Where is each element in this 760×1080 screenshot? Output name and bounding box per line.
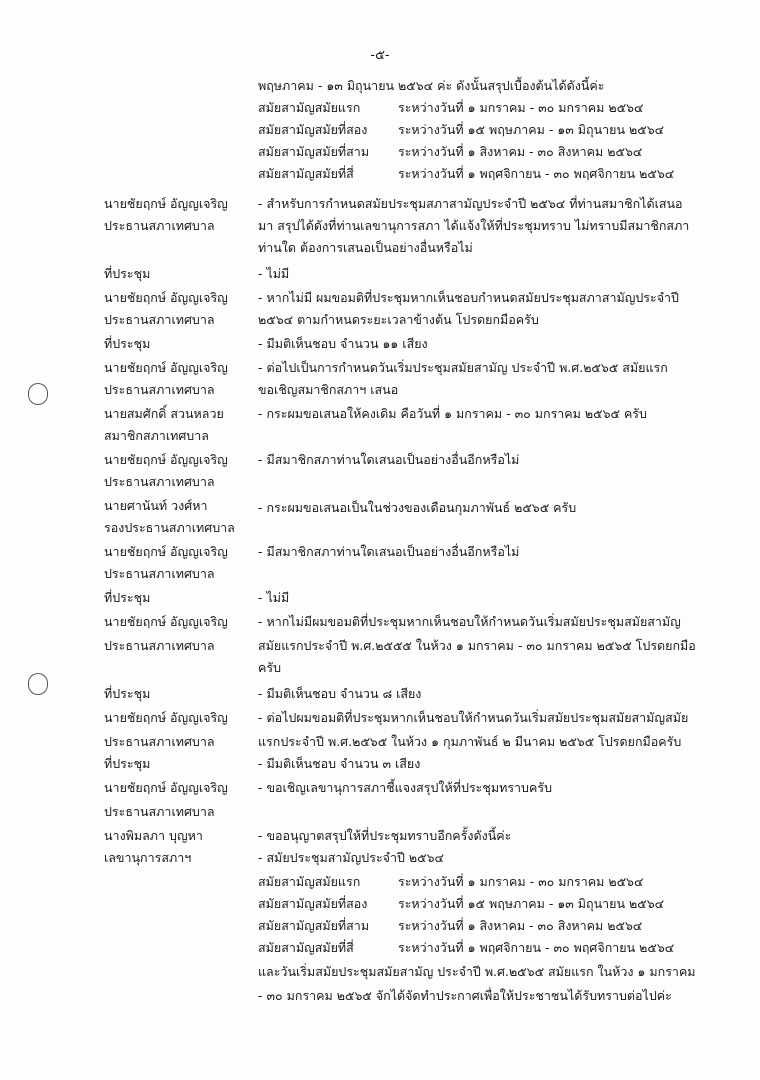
session-date-range: ระหว่างวันที่ ๑ พฤศจิกายน - ๓๐ พฤศจิกายน ๒๕๖๔ <box>398 940 675 955</box>
minutes-text-line: พฤษภาคม - ๑๓ มิถุนายน ๒๕๖๔ ค่ะ ดังนั้นสรุปเบื้องต้นได้ดังนี้ค่ะ <box>258 78 605 93</box>
minutes-text-line: - กระผมขอเสนอเป็นในช่วงของเดือนกุมภาพันธ์ ๒๕๖๕ ครับ <box>258 500 577 515</box>
session-name: สมัยสามัญสมัยแรก <box>258 874 361 889</box>
session-name: สมัยสามัญสมัยที่สอง <box>258 896 368 911</box>
punch-hole-mark <box>28 394 48 405</box>
speaker-label: ประธานสภาเทศบาล <box>104 382 215 397</box>
punch-hole-mark <box>28 383 48 394</box>
session-name: สมัยสามัญสมัยที่สี่ <box>258 940 354 955</box>
speaker-label: ประธานสภาเทศบาล <box>104 312 215 327</box>
session-date-range: ระหว่างวันที่ ๑ มกราคม - ๓๐ มกราคม ๒๕๖๔ <box>398 874 644 889</box>
session-date-range: ระหว่างวันที่ ๑ พฤศจิกายน - ๓๐ พฤศจิกายน ๒๕๖๔ <box>398 166 675 181</box>
speaker-label: ประธานสภาเทศบาล <box>104 804 215 819</box>
speaker-label: นายชัยฤกษ์ อัญญเจริญ <box>104 452 228 467</box>
minutes-text-line: และวันเริ่มสมัยประชุมสมัยสามัญ ประจำปี พ.ศ.๒๕๖๕ สมัยแรก ในห้วง ๑ มกราคม <box>258 964 696 979</box>
speaker-label: ที่ประชุม <box>104 336 151 351</box>
session-date-range: ระหว่างวันที่ ๑ สิงหาคม - ๓๐ สิงหาคม ๒๕๖๔ <box>398 144 643 159</box>
minutes-text-line: มา สรุปได้ดังที่ท่านเลขานุการสภา ได้แจ้งให้ที่ประชุมทราบ ไม่ทราบมีสมาชิกสภา <box>258 218 690 233</box>
minutes-text-line: - มีสมาชิกสภาท่านใดเสนอเป็นอย่างอื่นอีกหรือไม่ <box>258 544 520 559</box>
minutes-text-line: - มีมติเห็นชอบ จำนวน ๑๑ เสียง <box>258 336 428 351</box>
page-number: -๕- <box>370 48 390 63</box>
speaker-label: ประธานสภาเทศบาล <box>104 474 215 489</box>
session-name: สมัยสามัญสมัยที่สาม <box>258 918 370 933</box>
minutes-text-line: ๒๕๖๔ ตามกำหนดระยะเวลาข้างต้น โปรดยกมือครับ <box>258 312 539 327</box>
minutes-text-line: - สมัยประชุมสามัญประจำปี ๒๕๖๔ <box>258 850 445 865</box>
speaker-label: ประธานสภาเทศบาล <box>104 638 215 653</box>
speaker-label: ประธานสภาเทศบาล <box>104 734 215 749</box>
minutes-text-line: ท่านใด ต้องการเสนอเป็นอย่างอื่นหรือไม่ <box>258 240 473 255</box>
minutes-text-line: - ขอเชิญเลขานุการสภาชี้แจงสรุปให้ที่ประชุมทราบครับ <box>258 780 553 795</box>
session-date-range: ระหว่างวันที่ ๑ มกราคม - ๓๐ มกราคม ๒๕๖๔ <box>398 100 644 115</box>
speaker-label: นายชัยฤกษ์ อัญญเจริญ <box>104 710 228 725</box>
speaker-label: สมาชิกสภาเทศบาล <box>104 428 209 443</box>
minutes-text-line: - ต่อไปผมขอมติที่ประชุมหากเห็นชอบให้กำหนดวันเริ่มสมัยประชุมสมัยสามัญสมัย <box>258 710 689 725</box>
minutes-text-line: - หากไม่มี ผมขอมติที่ประชุมหากเห็นชอบกำหนดสมัยประชุมสภาสามัญประจำปี <box>258 290 679 305</box>
speaker-label: นายชัยฤกษ์ อัญญเจริญ <box>104 360 228 375</box>
speaker-label: ที่ประชุม <box>104 756 151 771</box>
speaker-label: ที่ประชุม <box>104 266 151 281</box>
speaker-label: นายชัยฤกษ์ อัญญเจริญ <box>104 544 228 559</box>
session-name: สมัยสามัญสมัยที่สอง <box>258 122 368 137</box>
speaker-label: นางพิมลภา บุญหา <box>104 828 203 843</box>
minutes-text-line: - ไม่มี <box>258 266 290 281</box>
speaker-label: นายสมศักดิ์ สวนหลวย <box>104 406 224 421</box>
minutes-text-line: - สำหรับการกำหนดสมัยประชุมสภาสามัญประจำปี ๒๕๖๔ ที่ท่านสมาชิกได้เสนอ <box>258 196 683 211</box>
speaker-label: นายศานันท์ วงศ์หา <box>104 498 208 513</box>
speaker-label: รองประธานสภาเทศบาล <box>104 520 235 535</box>
minutes-text-line: ครับ <box>258 660 282 675</box>
minutes-text-line: - กระผมขอเสนอให้คงเดิม คือวันที่ ๑ มกราคม - ๓๐ มกราคม ๒๕๖๕ ครับ <box>258 406 647 421</box>
session-date-range: ระหว่างวันที่ ๑๕ พฤษภาคม - ๑๓ มิถุนายน ๒๕๖๔ <box>398 896 665 911</box>
minutes-text-line: - ไม่มี <box>258 590 290 605</box>
minutes-text-line: - หากไม่มีผมขอมติที่ประชุมหากเห็นชอบให้กำหนดวันเริ่มสมัยประชุมสมัยสามัญ <box>258 614 681 629</box>
minutes-text-line: ขอเชิญสมาชิกสภาฯ เสนอ <box>258 382 399 397</box>
session-name: สมัยสามัญสมัยที่สี่ <box>258 166 354 181</box>
minutes-text-line: - ขออนุญาตสรุปให้ที่ประชุมทราบอีกครั้งดังนี้ค่ะ <box>258 828 512 843</box>
speaker-label: นายชัยฤกษ์ อัญญเจริญ <box>104 614 228 629</box>
speaker-label: ประธานสภาเทศบาล <box>104 218 215 233</box>
minutes-text-line: - มีมติเห็นชอบ จำนวน ๘ เสียง <box>258 686 422 701</box>
session-date-range: ระหว่างวันที่ ๑ สิงหาคม - ๓๐ สิงหาคม ๒๕๖๔ <box>398 918 643 933</box>
session-name: สมัยสามัญสมัยแรก <box>258 100 361 115</box>
minutes-text-line: - ๓๐ มกราคม ๒๕๖๕ จักได้จัดทำประกาศเพื่อให้ประชาชนได้รับทราบต่อไปค่ะ <box>258 988 672 1003</box>
speaker-label: ที่ประชุม <box>104 590 151 605</box>
speaker-label: นายชัยฤกษ์ อัญญเจริญ <box>104 290 228 305</box>
speaker-label: ประธานสภาเทศบาล <box>104 566 215 581</box>
minutes-text-line: แรกประจำปี พ.ศ.๒๕๖๕ ในห้วง ๑ กุมภาพันธ์ ๒ มีนาคม ๒๕๖๕ โปรดยกมือครับ <box>258 734 682 749</box>
session-date-range: ระหว่างวันที่ ๑๕ พฤษภาคม - ๑๓ มิถุนายน ๒๕๖๔ <box>398 122 665 137</box>
speaker-label: เลขานุการสภาฯ <box>104 850 192 865</box>
minutes-text-line: - ต่อไปเป็นการกำหนดวันเริ่มประชุมสมัยสามัญ ประจำปี พ.ศ.๒๕๖๕ สมัยแรก <box>258 360 668 375</box>
minutes-text-line: - มีมติเห็นชอบ จำนวน ๓ เสียง <box>258 756 421 771</box>
speaker-label: นายชัยฤกษ์ อัญญเจริญ <box>104 196 228 211</box>
speaker-label: นายชัยฤกษ์ อัญญเจริญ <box>104 780 228 795</box>
speaker-label: ที่ประชุม <box>104 686 151 701</box>
minutes-text-line: สมัยแรกประจำปี พ.ศ.๒๕๕๕ ในห้วง ๑ มกราคม - ๓๐ มกราคม ๒๕๖๕ โปรดยกมือ <box>258 638 696 653</box>
punch-hole-mark <box>28 684 48 695</box>
minutes-text-line: - มีสมาชิกสภาท่านใดเสนอเป็นอย่างอื่นอีกหรือไม่ <box>258 452 520 467</box>
punch-hole-mark <box>28 673 48 684</box>
session-name: สมัยสามัญสมัยที่สาม <box>258 144 370 159</box>
